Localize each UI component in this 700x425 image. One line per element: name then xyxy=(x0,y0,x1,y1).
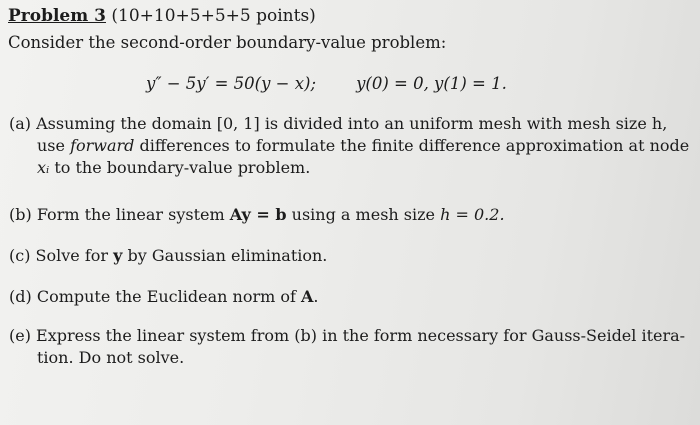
part-e-line-2: tion. Do not solve. xyxy=(37,348,185,367)
part-a-text-2a: use xyxy=(37,136,71,155)
part-c-marker: (c) xyxy=(9,246,31,265)
problem-points: (10+10+5+5+5 points) xyxy=(111,6,316,26)
part-a-line-3 xyxy=(37,158,310,178)
part-b-text-mid: using a mesh size xyxy=(286,205,441,224)
part-d-text-post: . xyxy=(313,287,319,306)
part-c-text-post: by Gaussian elimination. xyxy=(122,246,328,265)
part-c-line xyxy=(9,246,327,266)
part-a-forward: forward xyxy=(70,136,135,155)
part-a-text-3: to the boundary-value problem. xyxy=(49,158,311,177)
boundary-conditions: y(0) = 0, y(1) = 1. xyxy=(356,74,507,93)
problem-label: Problem 3 xyxy=(8,6,106,26)
part-b-line xyxy=(9,205,505,225)
part-c-text-pre: Solve for xyxy=(35,246,114,265)
part-a-line-1 xyxy=(9,114,667,134)
differential-equation: y″ − 5y′ = 50(y − x); xyxy=(146,74,317,93)
problem-title xyxy=(8,6,316,26)
part-a-text-2b: differences to formulate the finite difference approximation at node xyxy=(134,136,690,155)
part-e-marker: (e) xyxy=(9,326,31,345)
part-c-var: y xyxy=(113,246,123,265)
part-d-line xyxy=(9,287,319,307)
part-a-node-var: xᵢ xyxy=(37,158,50,177)
part-b-system: Ay = b xyxy=(229,205,287,224)
part-b-text-pre: Form the linear system xyxy=(36,205,230,224)
part-e-text-1: Express the linear system from (b) in the form necessary for Gauss-Seidel itera- xyxy=(36,326,686,345)
part-d-var: A xyxy=(301,287,314,306)
part-a-text-1: Assuming the domain [0, 1] is divided into an uniform mesh with mesh size h, xyxy=(36,114,668,133)
part-e-line-1 xyxy=(9,326,685,346)
part-b-marker: (b) xyxy=(9,205,32,224)
governing-equation xyxy=(146,74,507,94)
part-d-text-pre: Compute the Euclidean norm of xyxy=(36,287,301,306)
problem-intro: Consider the second-order boundary-value problem: xyxy=(8,33,447,52)
part-a-marker: (a) xyxy=(9,114,32,133)
part-a-line-2 xyxy=(37,136,689,156)
part-b-mesh-size: h = 0.2. xyxy=(440,205,505,224)
part-d-marker: (d) xyxy=(9,287,32,306)
